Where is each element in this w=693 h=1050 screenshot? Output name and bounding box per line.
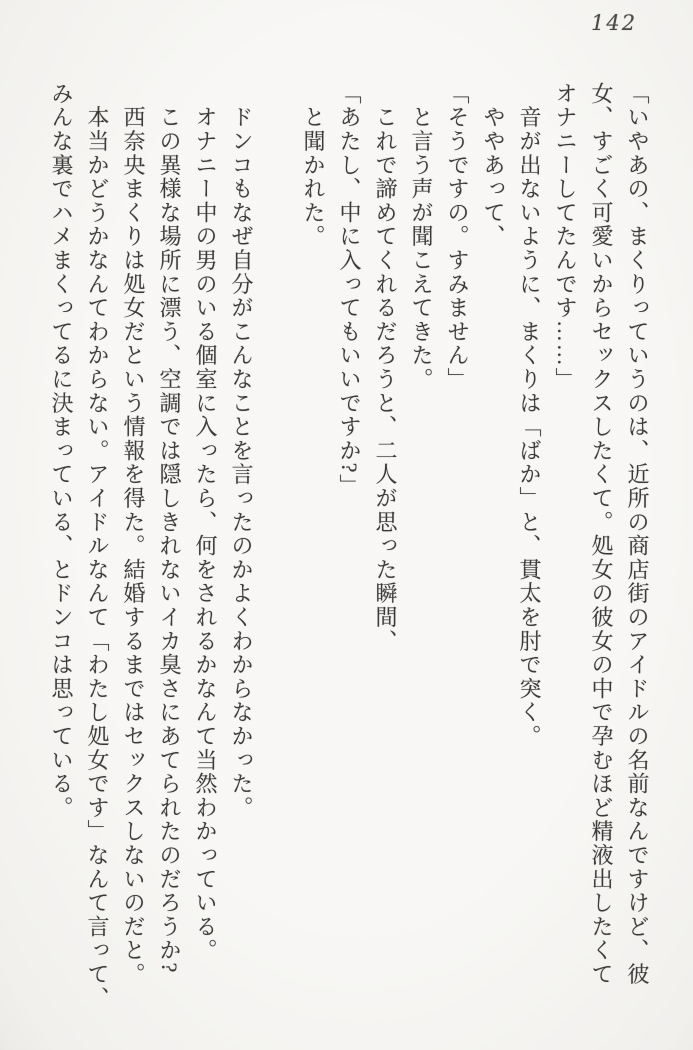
text-column-04: 音が出ないように、まくりは「ばか」と、貫太を肘で突く。 [517, 82, 542, 749]
text-column-08: これで諦めてくれるだろうと、二人が思った瞬間、 [373, 82, 398, 654]
text-column-09: 「あたし、中に入ってもいいですか?」 [337, 82, 362, 499]
vertical-text-block [43, 82, 655, 1012]
text-column-02: 女、すごく可愛いからセックスしたくて。処女の彼女の中で孕むほど精液出したくて [589, 82, 614, 987]
text-column-07: と言う声が聞こえてきた。 [409, 82, 434, 392]
text-column-10: と聞かれた。 [301, 82, 326, 249]
text-column-15: 本当かどうかなんてわからない。アイドルなんて「わたし処女です」なんて言って、 [85, 82, 110, 1011]
text-column-01: 「いやあの、まくりっていうのは、近所の商店街のアイドルの名前なんですけど、彼 [625, 82, 650, 987]
text-column-blank [259, 82, 295, 1012]
text-column-06: 「そうですの。すみません」 [445, 82, 470, 392]
page-number: 142 [591, 11, 638, 35]
text-column-03: オナニーしてたんです……」 [553, 82, 578, 392]
text-column-14: 西奈央まくりは処女だという情報を得た。結婚するまではセックスしないのだと。 [121, 82, 146, 987]
text-column-13: この異様な場所に漂う、空調では隠しきれないイカ臭さにあてられたのだろうか? [157, 82, 182, 975]
text-column-16: みんな裏でハメまくってるに決まっている、とドンコは思っている。 [49, 82, 74, 820]
text-column-11: ドンコもなぜ自分がこんなことを言ったのかよくわからなかった。 [229, 82, 254, 820]
text-column-05: ややあって、 [481, 82, 506, 249]
text-column-12: オナニー中の男のいる個室に入ったら、何をされるかなんて当然わかっている。 [193, 82, 218, 963]
